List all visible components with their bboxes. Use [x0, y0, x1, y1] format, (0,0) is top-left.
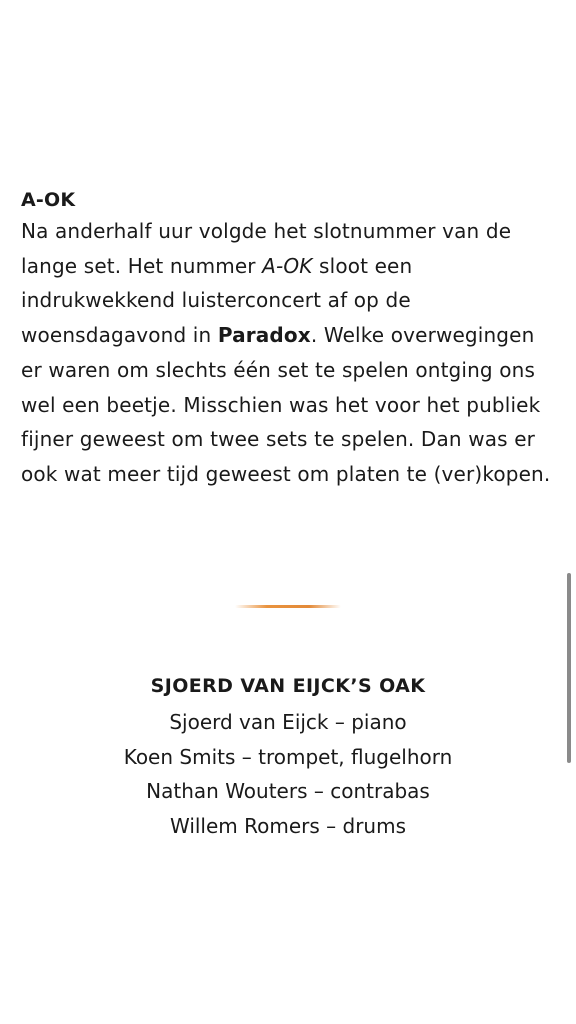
section-heading: A-OK: [21, 189, 76, 211]
article-paragraph: [21, 214, 556, 492]
venue-name: Paradox: [217, 323, 311, 348]
section-divider: [235, 605, 341, 608]
credit-line: Sjoerd van Eijck – piano: [169, 710, 407, 734]
credit-line: Koen Smits – trompet, flugelhorn: [123, 744, 453, 769]
band-credits: [0, 671, 576, 844]
paragraph-text: sloot een indrukwekkend luisterconcert af op de woensdagavond in: [21, 253, 413, 348]
scrollbar-thumb[interactable]: [567, 573, 571, 763]
paragraph-text: . Welke overwegingen er waren om slechts één set te spelen ontging ons wel een beetje. Misschien was het voor het publiek fijner geweest om twee sets te spelen. Dan was er ook wat meer tijd geweest om platen te (ver)kopen.: [21, 323, 551, 486]
credit-line: Nathan Wouters – contrabas: [146, 779, 430, 804]
band-name: SJOERD VAN EIJCK’S OAK: [150, 675, 426, 697]
article-section: [21, 186, 556, 492]
credit-line: Willem Romers – drums: [169, 814, 407, 839]
paragraph-text: Na anderhalf uur volgde het slotnummer van de lange set. Het nummer: [21, 219, 512, 278]
song-title: A-OK: [262, 253, 313, 278]
